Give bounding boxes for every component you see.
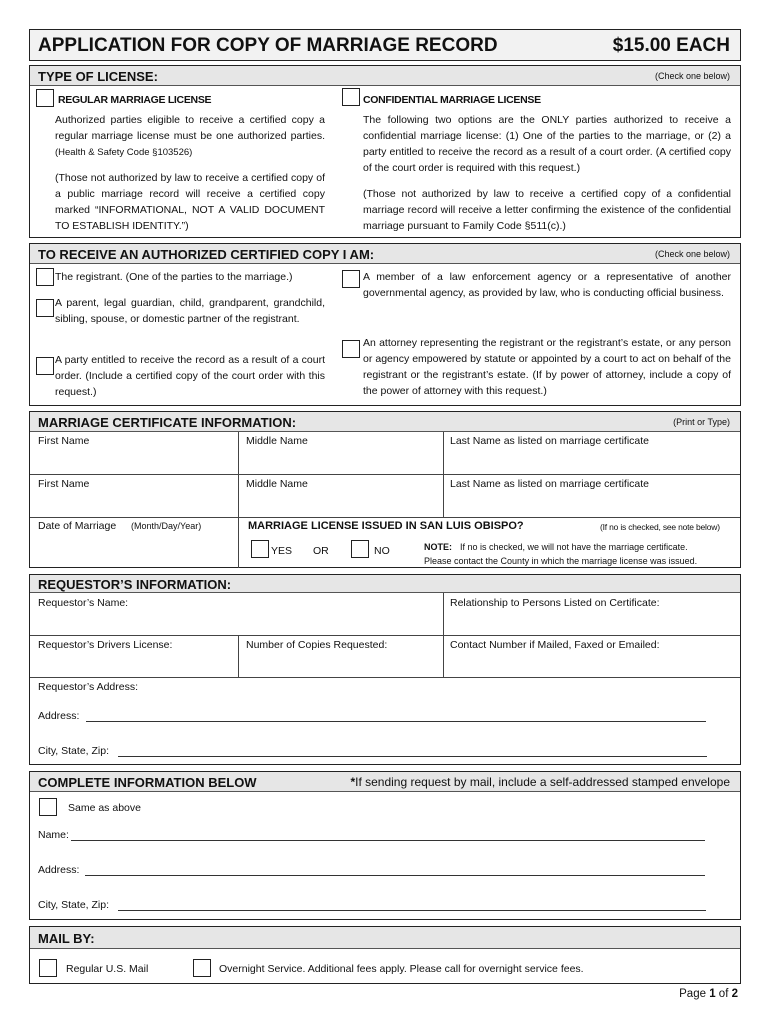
middle-name-input-2[interactable] bbox=[242, 491, 440, 515]
issued-hint: (If no is checked, see note below) bbox=[600, 522, 720, 532]
middle-name-input-1[interactable] bbox=[242, 448, 440, 472]
or-label: OR bbox=[313, 545, 329, 557]
confidential-license-text-2: (Those not authorized by law to receive a certified copy of a confidential marriage record will receive a letter confirming the existence of the confidential marriage pursuant to Family Code §511(c).) bbox=[363, 188, 731, 232]
copies-requested-label: Number of Copies Requested: bbox=[246, 639, 388, 651]
last-name-label: Last Name as listed on marriage certificate bbox=[450, 478, 650, 490]
section-title: COMPLETE INFORMATION BELOW bbox=[38, 775, 257, 790]
regular-mail-checkbox[interactable] bbox=[39, 959, 57, 977]
court-order-option: A party entitled to receive the record as a result of a court order. (Include a certified copy of the court order with this request.) bbox=[55, 354, 325, 398]
title-bar bbox=[29, 29, 741, 61]
date-of-marriage-label: Date of Marriage bbox=[38, 520, 117, 532]
middle-name-label: Middle Name bbox=[246, 435, 308, 447]
drivers-license-input[interactable] bbox=[34, 653, 234, 675]
divider bbox=[238, 432, 239, 518]
divider bbox=[238, 517, 239, 568]
divider bbox=[238, 635, 239, 677]
divider bbox=[30, 677, 740, 678]
regular-mail-label: Regular U.S. Mail bbox=[66, 963, 149, 975]
address-label: Address: bbox=[38, 710, 80, 722]
section-title: REQUESTOR’S INFORMATION: bbox=[38, 577, 232, 592]
requestor-section bbox=[29, 574, 741, 765]
divider bbox=[443, 432, 444, 518]
section-title: MAIL BY: bbox=[38, 931, 95, 946]
overnight-checkbox[interactable] bbox=[193, 959, 211, 977]
regular-license-label: REGULAR MARRIAGE LICENSE bbox=[58, 94, 212, 106]
registrant-checkbox[interactable] bbox=[36, 268, 54, 286]
hint: (Check one below) bbox=[654, 71, 730, 81]
page-title: APPLICATION FOR COPY OF MARRIAGE RECORD bbox=[38, 35, 498, 56]
city-state-zip-input[interactable] bbox=[118, 756, 707, 757]
section-title: MARRIAGE CERTIFICATE INFORMATION: bbox=[38, 415, 297, 430]
issued-question: MARRIAGE LICENSE ISSUED IN SAN LUIS OBISPO? bbox=[248, 520, 524, 532]
law-enforcement-checkbox[interactable] bbox=[342, 270, 360, 288]
court-order-checkbox[interactable] bbox=[36, 357, 54, 375]
note-line-2: Please contact the County in which the marriage license was issued. bbox=[424, 556, 698, 566]
authorized-header bbox=[30, 244, 740, 264]
same-as-above-checkbox[interactable] bbox=[39, 798, 57, 816]
section-title: TO RECEIVE AN AUTHORIZED CERTIFIED COPY I AM: bbox=[38, 247, 375, 262]
confidential-license-text-1: The following two options are the ONLY parties authorized to receive a confidential marriage license: (1) One of the parties to the marriage, or (2) a party entitled to receive the record as a result of a court order. (A certified copy of the court order is required with this request.) bbox=[363, 114, 731, 174]
contact-number-label: Contact Number if Mailed, Faxed or Emailed: bbox=[450, 639, 660, 651]
last-name-input-2[interactable] bbox=[447, 491, 737, 515]
name-label: Name: bbox=[38, 829, 69, 841]
mail-note: *If sending request by mail, include a self-addressed stamped envelope bbox=[350, 775, 730, 789]
yes-label: YES bbox=[271, 545, 293, 557]
confidential-license-label: CONFIDENTIAL MARRIAGE LICENSE bbox=[363, 94, 541, 106]
mail-by-header bbox=[30, 927, 740, 949]
first-name-input-1[interactable] bbox=[34, 448, 234, 472]
authorized-section bbox=[29, 243, 741, 406]
page-number: Page 1 of 2 bbox=[679, 988, 738, 1000]
parent-checkbox[interactable] bbox=[36, 299, 54, 317]
address-input[interactable] bbox=[85, 875, 705, 876]
name-input[interactable] bbox=[71, 840, 705, 841]
overnight-label: Overnight Service. Additional fees apply. Please call for overnight service fees. bbox=[219, 963, 584, 975]
mail-by-section bbox=[29, 926, 741, 984]
registrant-option: The registrant. (One of the parties to the marriage.) bbox=[55, 271, 293, 283]
no-label: NO bbox=[374, 545, 390, 557]
first-name-label: First Name bbox=[38, 478, 90, 490]
price: $15.00 EACH bbox=[612, 35, 730, 56]
marriage-info-header bbox=[30, 412, 740, 432]
copies-requested-input[interactable] bbox=[242, 653, 440, 675]
divider bbox=[30, 517, 740, 518]
hint: (Print or Type) bbox=[673, 417, 730, 427]
note-line-1: If no is checked, we will not have the marriage certificate. bbox=[460, 542, 688, 552]
requestor-name-label: Requestor’s Name: bbox=[38, 597, 129, 609]
yes-checkbox[interactable] bbox=[251, 540, 269, 558]
address-label: Address: bbox=[38, 864, 80, 876]
no-checkbox[interactable] bbox=[351, 540, 369, 558]
regular-license-checkbox[interactable] bbox=[36, 89, 54, 107]
divider bbox=[30, 635, 740, 636]
contact-number-input[interactable] bbox=[447, 653, 737, 675]
requestor-address-header: Requestor’s Address: bbox=[38, 681, 139, 693]
first-name-input-2[interactable] bbox=[34, 491, 234, 515]
note-label: NOTE: bbox=[424, 542, 452, 552]
drivers-license-label: Requestor’s Drivers License: bbox=[38, 639, 173, 651]
marriage-info-section bbox=[29, 411, 741, 568]
complete-info-section bbox=[29, 771, 741, 920]
last-name-label: Last Name as listed on marriage certificate bbox=[450, 435, 650, 447]
last-name-input-1[interactable] bbox=[447, 448, 737, 472]
attorney-option: An attorney representing the registrant or the registrant’s estate, or any person or agency empowered by statute or appointed by a court to act on behalf of the registrant or the registrant’s estate. (If by power of attorney, include a copy of the power of attorney with this request.) bbox=[363, 337, 731, 397]
section-title: TYPE OF LICENSE: bbox=[38, 69, 158, 84]
divider bbox=[30, 474, 740, 475]
regular-license-text-1: Authorized parties eligible to receive a certified copy a regular marriage license must be one authorized parties. (Health & Safety Code §103526) bbox=[55, 114, 325, 158]
city-state-zip-input[interactable] bbox=[118, 910, 706, 911]
same-as-above-label: Same as above bbox=[68, 802, 141, 814]
date-of-marriage-input[interactable] bbox=[34, 534, 234, 564]
type-of-license-section bbox=[29, 65, 741, 238]
city-state-zip-label: City, State, Zip: bbox=[38, 745, 109, 757]
confidential-license-checkbox[interactable] bbox=[342, 88, 360, 106]
type-of-license-header bbox=[30, 66, 740, 86]
complete-info-header bbox=[30, 772, 740, 792]
parent-option: A parent, legal guardian, child, grandparent, grandchild, sibling, spouse, or domestic partner of the registrant. bbox=[55, 297, 325, 325]
relationship-label: Relationship to Persons Listed on Certificate: bbox=[450, 597, 660, 609]
law-enforcement-option: A member of a law enforcement agency or a representative of another governmental agency, as provided by law, who is conducting official business. bbox=[363, 271, 731, 299]
city-state-zip-label: City, State, Zip: bbox=[38, 899, 109, 911]
regular-license-text-2: (Those not authorized by law to receive a certified copy of a public marriage record will receive a certified copy marked “INFORMATIONAL, NOT A VALID DOCUMENT TO ESTABLISH IDENTITY.”) bbox=[55, 172, 325, 232]
middle-name-label: Middle Name bbox=[246, 478, 308, 490]
relationship-input[interactable] bbox=[447, 611, 737, 633]
first-name-label: First Name bbox=[38, 435, 90, 447]
hint: (Check one below) bbox=[654, 249, 730, 259]
requestor-name-input[interactable] bbox=[34, 611, 439, 633]
attorney-checkbox[interactable] bbox=[342, 340, 360, 358]
address-input[interactable] bbox=[86, 721, 706, 722]
date-format-hint: (Month/Day/Year) bbox=[131, 521, 202, 531]
requestor-header bbox=[30, 575, 740, 593]
